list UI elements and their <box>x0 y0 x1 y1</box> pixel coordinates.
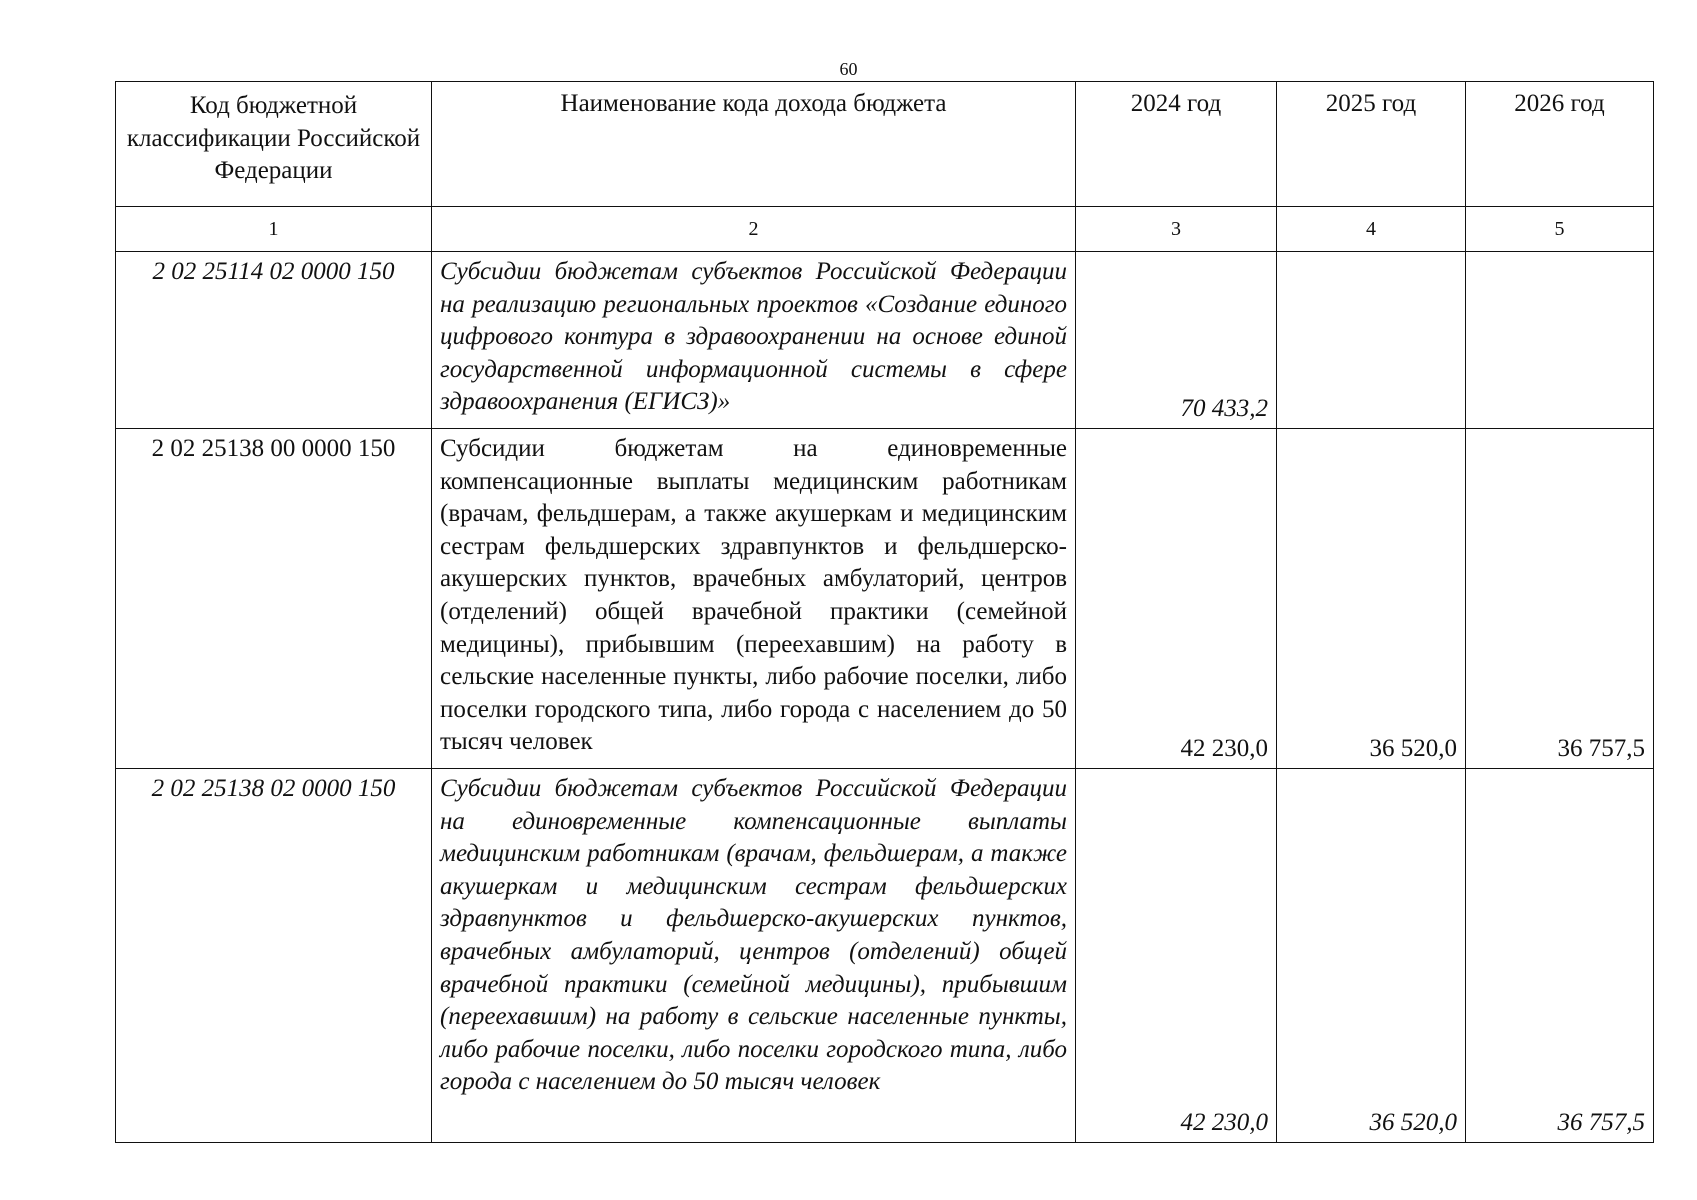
budget-code-cell: 2 02 25138 02 0000 150 <box>116 769 432 1143</box>
column-number: 4 <box>1277 207 1466 252</box>
amount-2024-cell: 42 230,0 <box>1076 429 1277 769</box>
header-year-2024: 2024 год <box>1076 82 1277 207</box>
column-number: 1 <box>116 207 432 252</box>
budget-code-cell: 2 02 25114 02 0000 150 <box>116 252 432 429</box>
page-number: 60 <box>839 59 858 79</box>
amount-2024-cell: 70 433,2 <box>1076 252 1277 429</box>
column-number-row <box>116 207 1654 252</box>
amount-2025-cell: 36 520,0 <box>1277 769 1466 1143</box>
header-revenue-name: Наименование кода дохода бюджета <box>432 82 1076 207</box>
revenue-name-cell: Субсидии бюджетам субъектов Российской Федерации на реализацию региональных проектов «Создание единого цифрового контура в здравоохранении на основе единой государственной информационной системы в сфере здравоохранения (ЕГИСЗ)» <box>432 252 1076 429</box>
amount-2025-cell: 36 520,0 <box>1277 429 1466 769</box>
budget-revenue-table <box>115 81 1654 1143</box>
table-row <box>116 429 1654 769</box>
table-row <box>116 769 1654 1143</box>
amount-2024-cell: 42 230,0 <box>1076 769 1277 1143</box>
amount-2025-cell <box>1277 252 1466 429</box>
budget-code-cell: 2 02 25138 00 0000 150 <box>116 429 432 769</box>
header-budget-code: Код бюджетной классификации Российской Федерации <box>116 82 432 207</box>
revenue-name-cell: Субсидии бюджетам на единовременные компенсационные выплаты медицинским работникам (врачам, фельдшерам, а также акушеркам и медицинским сестрам фельдшерских здравпунктов и фельдшерско-акушерских пунктов, врачебных амбулаторий, центров (отделений) общей врачебной практики (семейной медицины), прибывшим (переехавшим) на работу в сельские населенные пункты, либо рабочие поселки, либо поселки городского типа, либо города с населением до 50 тысяч человек <box>432 429 1076 769</box>
column-number: 3 <box>1076 207 1277 252</box>
amount-2026-cell: 36 757,5 <box>1466 769 1654 1143</box>
table-row <box>116 252 1654 429</box>
column-number: 2 <box>432 207 1076 252</box>
header-year-2025: 2025 год <box>1277 82 1466 207</box>
header-year-2026: 2026 год <box>1466 82 1654 207</box>
column-number: 5 <box>1466 207 1654 252</box>
table-header-row <box>116 82 1654 207</box>
revenue-name-cell: Субсидии бюджетам субъектов Российской Федерации на единовременные компенсационные выплаты медицинским работникам (врачам, фельдшерам, а также акушеркам и медицинским сестрам фельдшерских здравпунктов и фельдшерско-акушерских пунктов, врачебных амбулаторий, центров (отделений) общей врачебной практики (семейной медицины), прибывшим (переехавшим) на работу в сельские населенные пункты, либо рабочие поселки, либо поселки городского типа, либо города с населением до 50 тысяч человек <box>432 769 1076 1143</box>
amount-2026-cell: 36 757,5 <box>1466 429 1654 769</box>
amount-2026-cell <box>1466 252 1654 429</box>
